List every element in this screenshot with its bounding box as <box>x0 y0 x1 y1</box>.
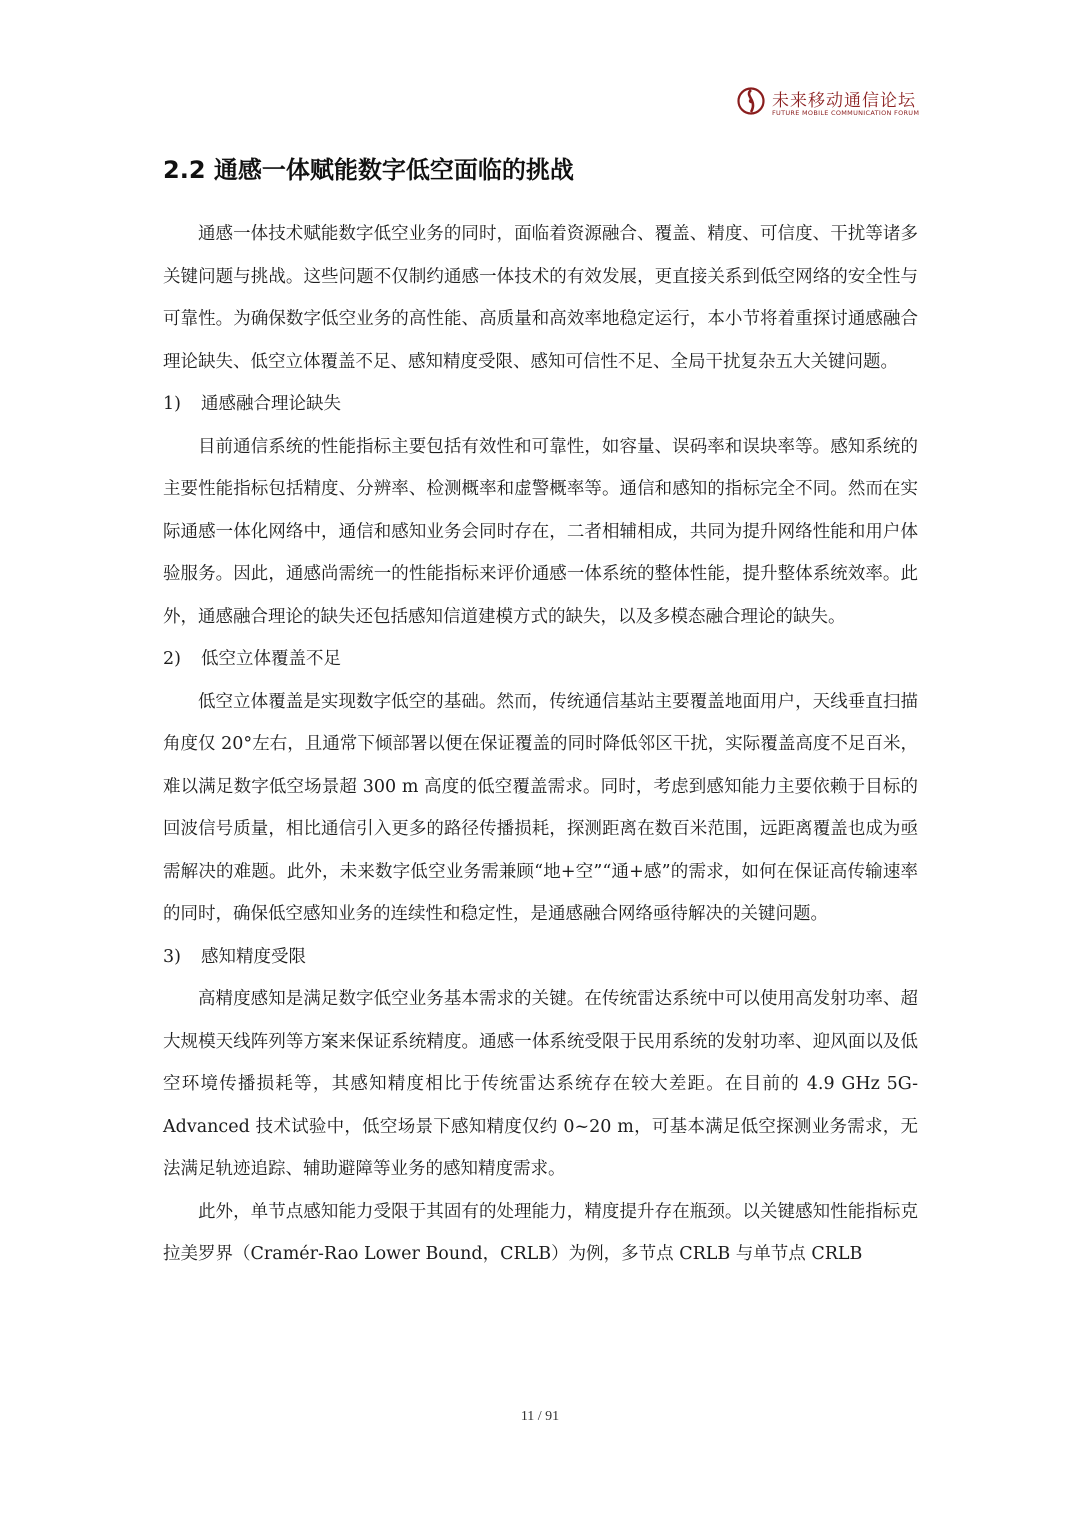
intro-paragraph: 通感一体技术赋能数字低空业务的同时，面临着资源融合、覆盖、精度、可信度、干扰等诸多关键问题与挑战。这些问题不仅制约通感一体技术的有效发展，更直接关系到低空网络的安全性与可靠性。为确保数字低空业务的高性能、高质量和高效率地稳定运行，本小节将着重探讨通感融合理论缺失、低空立体覆盖不足、感知精度受限、感知可信性不足、全局干扰复杂五大关键问题。 <box>163 224 918 372</box>
item-number: 3) <box>163 946 181 967</box>
section-title: 2.2 通感一体赋能数字低空面临的挑战 <box>163 156 574 184</box>
item-paragraph: 此外，单节点感知能力受限于其固有的处理能力，精度提升存在瓶颈。以关键感知性能指标克拉美罗界（Cramér-Rao Lower Bound，CRLB）为例，多节点 CRLB 与单节点 CRLB <box>163 1201 918 1264</box>
page-number: 11 / 91 <box>520 1409 560 1424</box>
item-number: 1) <box>163 394 181 414</box>
forum-logo-icon <box>736 86 766 116</box>
forum-logo <box>736 84 920 124</box>
item-heading-1 <box>163 383 918 426</box>
item-title: 感知精度受限 <box>201 946 306 967</box>
item-heading-2 <box>163 638 918 681</box>
item-title: 低空立体覆盖不足 <box>201 649 341 669</box>
logo-chinese-name: 未来移动通信论坛 <box>772 91 916 111</box>
item-number: 2) <box>163 649 181 669</box>
logo-english-name: FUTURE MOBILE COMMUNICATION FORUM <box>772 109 920 117</box>
item-paragraph: 低空立体覆盖是实现数字低空的基础。然而，传统通信基站主要覆盖地面用户，天线垂直扫描角度仅 20°左右，且通常下倾部署以便在保证覆盖的同时降低邻区干扰，实际覆盖高度不足百米，难以满足数字低空场景超 300 m 高度的低空覆盖需求。同时，考虑到感知能力主要依赖于目标的回波信号质量，相比通信引入更多的路径传播损耗，探测距离在数百米范围，远距离覆盖也成为亟需解决的难题。此外，未来数字低空业务需兼顾“地+空”“通+感”的需求，如何在保证高传输速率的同时，确保低空感知业务的连续性和稳定性，是通感融合网络亟待解决的关键问题。 <box>163 691 918 924</box>
item-title: 通感融合理论缺失 <box>201 394 341 414</box>
item-paragraph: 目前通信系统的性能指标主要包括有效性和可靠性，如容量、误码率和误块率等。感知系统的主要性能指标包括精度、分辨率、检测概率和虚警概率等。通信和感知的指标完全不同。然而在实际通感一体化网络中，通信和感知业务会同时存在，二者相辅相成，共同为提升网络性能和用户体验服务。因此，通感尚需统一的性能指标来评价通感一体系统的整体性能，提升整体系统效率。此外，通感融合理论的缺失还包括感知信道建模方式的缺失，以及多模态融合理论的缺失。 <box>163 436 918 627</box>
body-content <box>163 213 918 1276</box>
item-paragraph: 高精度感知是满足数字低空业务基本需求的关键。在传统雷达系统中可以使用高发射功率、超大规模天线阵列等方案来保证系统精度。通感一体系统受限于民用系统的发射功率、迎风面以及低空环境传播损耗等，其感知精度相比于传统雷达系统存在较大差距。在目前的 4.9 GHz 5G-Advanced 技术试验中，低空场景下感知精度仅约 0~20 m，可基本满足低空探测业务需求，无法满足轨迹追踪、辅助避障等业务的感知精度需求。 <box>163 989 918 1179</box>
item-heading-3 <box>163 936 918 979</box>
